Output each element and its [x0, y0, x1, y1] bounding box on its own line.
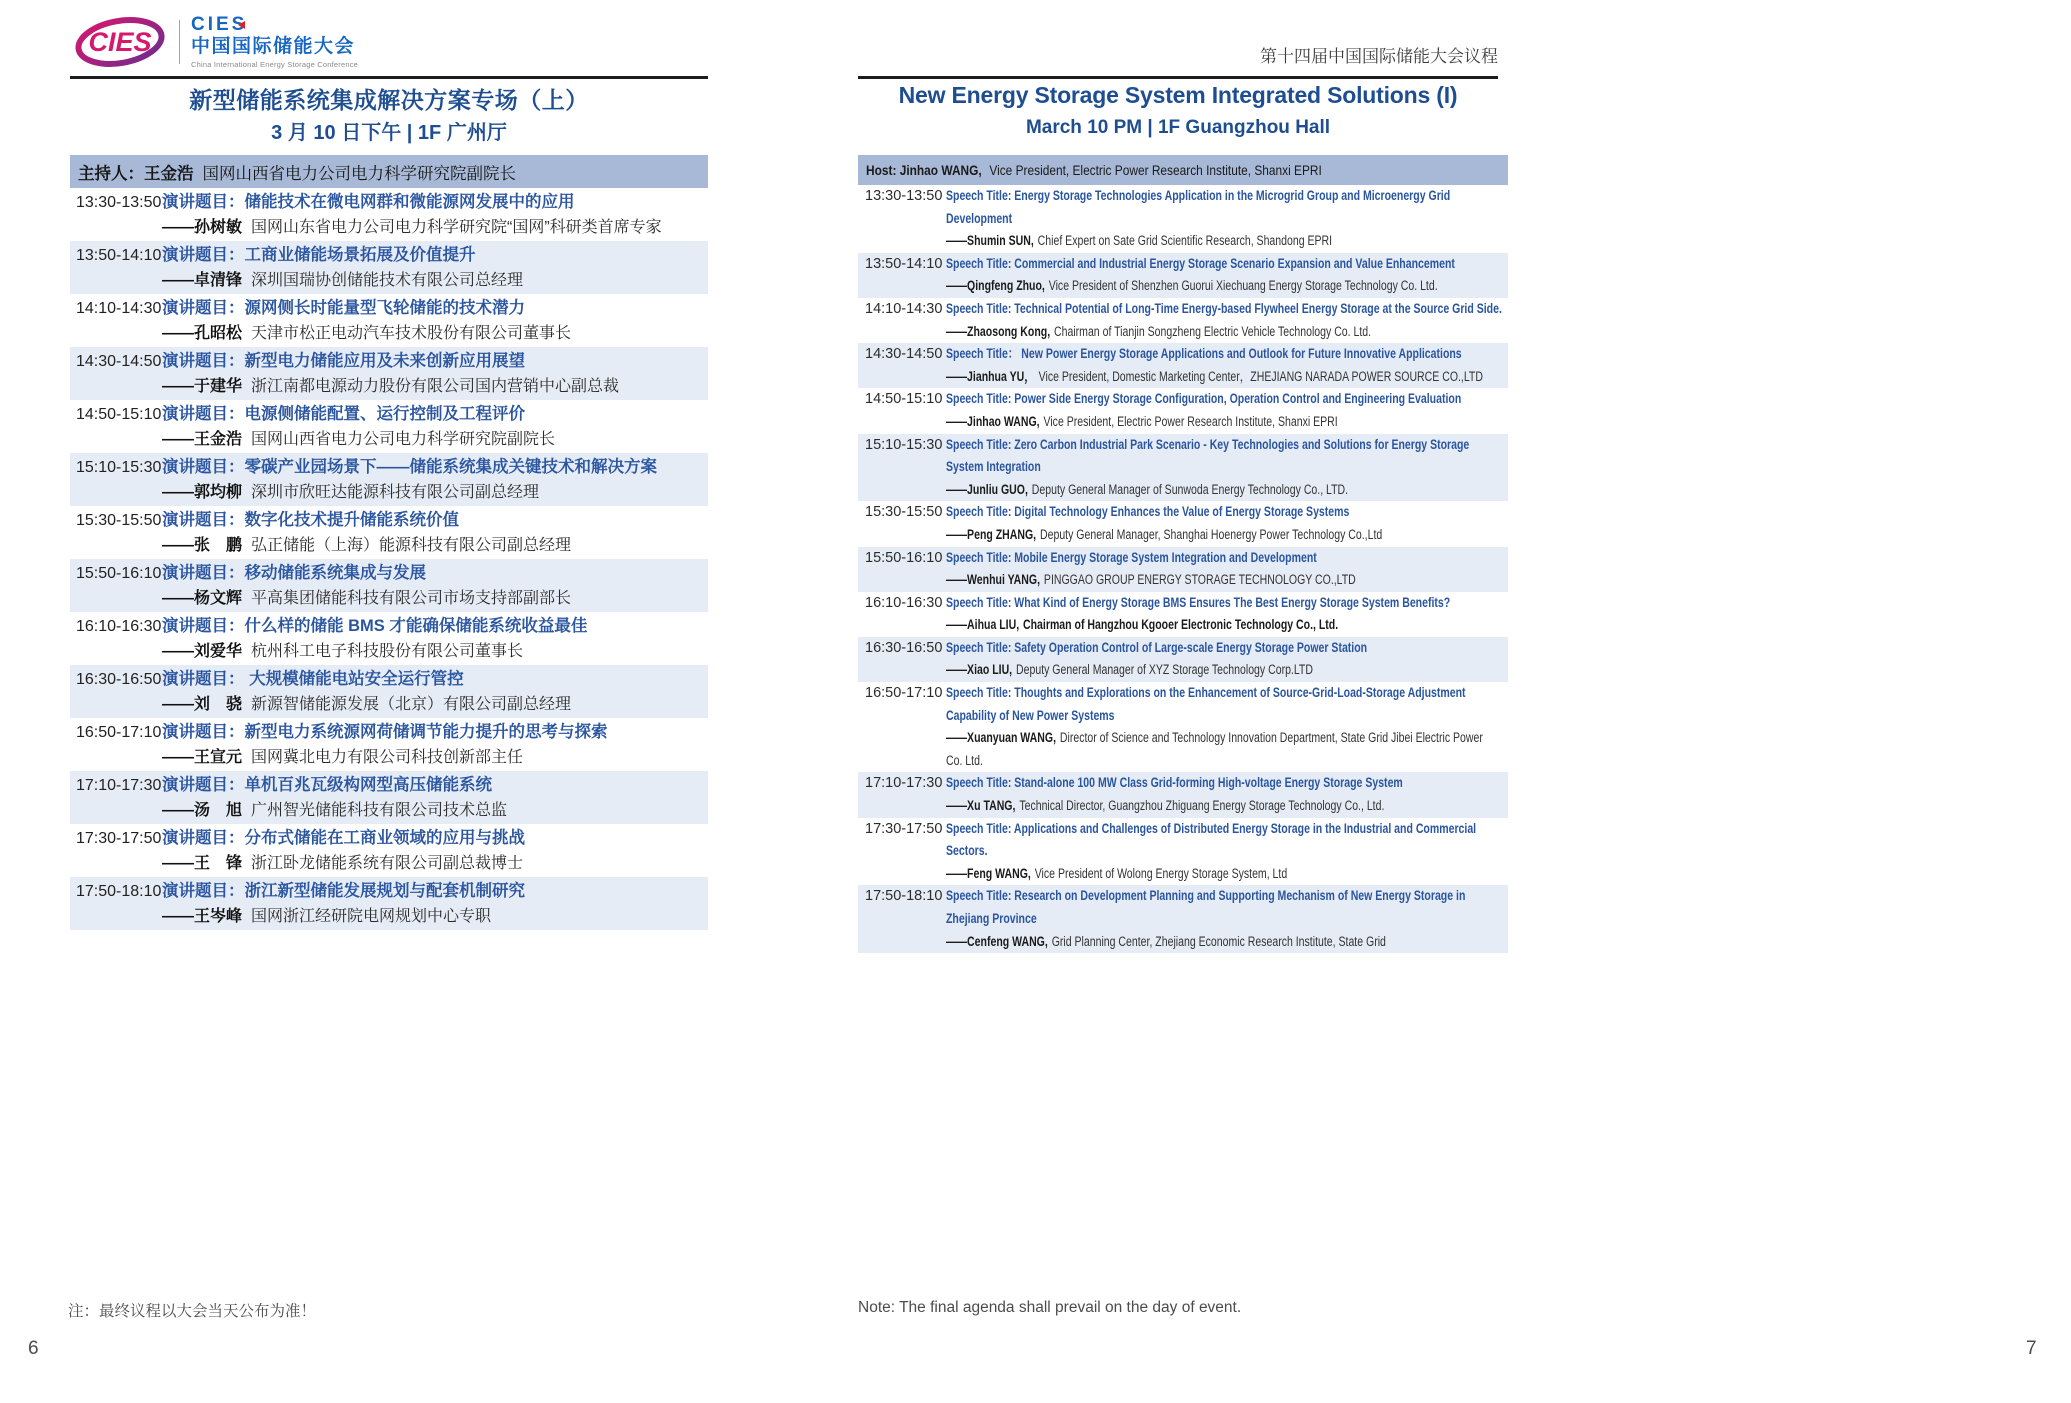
speaker-affiliation: Vice President, Domestic Marketing Center，ZHEJIANG NARADA POWER SOURCE CO.,LTD: [1038, 368, 1483, 384]
session-time: 16:10-16:30: [865, 594, 943, 611]
session-row: [70, 188, 708, 241]
speaker-affiliation: Technical Director, Guangzhou Zhiguang Energy Storage Technology Co., Ltd.: [1019, 798, 1385, 814]
speaker-affiliation: Vice President, Electric Power Research Institute, Shanxi EPRI: [1043, 413, 1338, 429]
right-host-wrap: [866, 162, 1322, 178]
speaker-name: ——Xuanyuan WANG,: [946, 730, 1056, 746]
session-row: [858, 434, 1508, 502]
session-time: 16:30-16:50: [76, 671, 162, 688]
right-note: Note: The final agenda shall prevail on the day of event.: [858, 1299, 1242, 1316]
speech-title: 演讲题目：移动储能系统集成与发展: [162, 564, 426, 582]
session-row: [858, 343, 1508, 388]
left-session-rows: [70, 188, 708, 930]
speaker-affiliation: 国网山东省电力公司电力科学研究院“国网”科研类首席专家: [251, 219, 662, 236]
session-row: [70, 824, 708, 877]
left-agenda-table: [70, 155, 708, 930]
session-content: [162, 294, 708, 347]
speaker-line: [946, 863, 1476, 886]
speaker-name: ——Jinhao WANG,: [946, 413, 1040, 429]
speaker-line: [162, 215, 708, 240]
session-time: 13:30-13:50: [76, 194, 162, 211]
speaker-line: [946, 230, 1450, 253]
session-time: 15:50-16:10: [76, 565, 162, 582]
session-row: [70, 506, 708, 559]
cies-logo: [72, 12, 358, 72]
session-time: 16:50-17:10: [865, 685, 943, 702]
logo-mark-text: CIES: [88, 27, 152, 57]
speaker-line: [946, 931, 1465, 954]
session-time: 17:50-18:10: [76, 883, 162, 900]
session-time: 15:50-16:10: [865, 549, 943, 566]
session-time: 15:10-15:30: [865, 436, 943, 453]
session-time: 13:50-14:10: [76, 247, 162, 264]
right-host-name: Host: Jinhao WANG,: [866, 162, 982, 178]
session-content: [946, 343, 1634, 388]
speaker-name: ——王 锋: [162, 855, 243, 872]
session-content: [946, 434, 1617, 502]
right-corner-header: 第十四届中国国际储能大会议程: [1260, 47, 1498, 66]
speaker-line: [162, 374, 708, 399]
session-row: [858, 592, 1508, 637]
speech-title: 演讲题目：什么样的储能 BMS 才能确保储能系统收益最佳: [162, 617, 588, 635]
session-time: 14:50-15:10: [865, 391, 943, 408]
session-content: [162, 506, 708, 559]
speaker-line: [946, 727, 1483, 750]
session-time: 14:10-14:30: [76, 300, 162, 317]
speaker-name: ——孙树敏: [162, 219, 243, 236]
session-row: [70, 559, 708, 612]
speaker-line: [946, 275, 1455, 298]
left-header-rule: [70, 76, 708, 79]
session-time: 14:50-15:10: [76, 406, 162, 423]
speech-title-line: Speech Title: Applications and Challenges of Distributed Energy Storage in the Industrial and Commercial: [946, 820, 1477, 836]
right-page-subtitle: March 10 PM | 1F Guangzhou Hall: [1025, 117, 1331, 138]
speaker-name: ——王岑峰: [162, 908, 243, 925]
speaker-affiliation: Grid Planning Center, Zhejiang Economic Research Institute, State Grid: [1051, 933, 1386, 949]
speech-title-line: Speech Title: Technical Potential of Long-Time Energy-based Flywheel Energy Storage at the Source Grid Side.: [946, 300, 1502, 316]
speaker-line: [162, 480, 708, 505]
speech-title: 演讲题目：分布式储能在工商业领域的应用与挑战: [162, 829, 525, 847]
session-content: [162, 559, 708, 612]
session-time: 15:30-15:50: [76, 512, 162, 529]
session-time: 15:30-15:50: [865, 504, 943, 521]
session-row: [858, 388, 1508, 433]
speech-title: 演讲题目：零碳产业园场景下——储能系统集成关键技术和解决方案: [162, 458, 657, 476]
speaker-line: [162, 586, 708, 611]
speech-title-line: Speech Title: Stand-alone 100 MW Class Grid-forming High-voltage Energy Storage System: [946, 775, 1403, 791]
session-row: [858, 547, 1508, 592]
session-row: [70, 718, 708, 771]
session-row: [70, 453, 708, 506]
speaker-line: [946, 411, 1461, 434]
speech-title: 演讲题目：新型电力系统源网荷储调节能力提升的思考与探索: [162, 723, 608, 741]
speech-title-line: Speech Title: Energy Storage Technologies Application in the Microgrid Group and Microenergy Grid: [946, 188, 1451, 203]
session-content: [946, 818, 1626, 886]
speaker-affiliation: Director of Science and Technology Innovation Department, State Grid Jibei Electric Power: [1059, 730, 1483, 746]
speaker-name: ——Wenhui YANG,: [946, 572, 1041, 588]
speech-title-line: Speech Title: Safety Operation Control of Large-scale Energy Storage Power Station: [946, 639, 1368, 655]
speaker-affiliation: Deputy General Manager of XYZ Storage Technology Corp.LTD: [1016, 662, 1313, 678]
speaker-name: ——Cenfeng WANG,: [946, 933, 1048, 949]
speaker-line: [162, 533, 708, 558]
session-content: [946, 388, 1607, 433]
logo-abbr: [191, 15, 247, 36]
speech-title: 演讲题目：源网侧长时能量型飞轮储能的技术潜力: [162, 299, 525, 317]
session-content: [946, 637, 1508, 682]
speech-title: 演讲题目：数字化技术提升储能系统价值: [162, 511, 459, 529]
speaker-line: [946, 366, 1483, 389]
speech-title: 演讲题目：储能技术在微电网群和微能源网发展中的应用: [162, 193, 575, 211]
session-content: [946, 547, 1508, 592]
session-row: [858, 682, 1508, 772]
speaker-line: [162, 798, 708, 823]
session-row: [858, 885, 1508, 953]
speaker-name: ——Shumin SUN,: [946, 233, 1034, 249]
session-time: 15:10-15:30: [76, 459, 162, 476]
right-host-row: [858, 155, 1508, 185]
speaker-name: ——王金浩: [162, 431, 243, 448]
speaker-affiliation: 国网冀北电力有限公司科技创新部主任: [251, 749, 524, 766]
session-time: 17:50-18:10: [865, 888, 943, 905]
session-content: [946, 298, 1659, 343]
session-row: [70, 665, 708, 718]
session-row: [858, 298, 1508, 343]
session-row: [70, 612, 708, 665]
speaker-line: [946, 614, 1450, 637]
speech-title-line: Speech Title: Zero Carbon Industrial Park Scenario - Key Technologies and Solutions for Energy Storage: [946, 436, 1470, 452]
session-time: 17:10-17:30: [76, 777, 162, 794]
session-row: [858, 637, 1508, 682]
speaker-name: ——杨文辉: [162, 590, 243, 607]
speaker-name: ——郭均柳: [162, 484, 243, 501]
speaker-line: [162, 639, 708, 664]
right-session-rows: [858, 185, 1508, 953]
speaker-affiliation: 新源智储能源发展（北京）有限公司副总经理: [251, 696, 572, 713]
speaker-line: [162, 745, 708, 770]
left-page-number: 6: [28, 1338, 39, 1359]
session-row: [858, 185, 1508, 253]
speech-title-line: System Integration: [946, 459, 1041, 475]
speaker-name: ——王宣元: [162, 749, 243, 766]
speech-title: 演讲题目：电源侧储能配置、运行控制及工程评价: [162, 405, 525, 423]
left-page-title: 新型储能系统集成解决方案专场（上）: [189, 87, 589, 113]
speaker-line: [946, 479, 1469, 502]
right-page-number: 7: [2026, 1338, 2037, 1359]
speech-title: 演讲题目：工商业储能场景拓展及价值提升: [162, 246, 476, 264]
speaker-line: [946, 569, 1384, 592]
session-time: 17:10-17:30: [865, 775, 943, 792]
session-content: [162, 241, 708, 294]
speaker-name: ——汤 旭: [162, 802, 243, 819]
speaker-name: ——刘爱华: [162, 643, 243, 660]
session-content: [162, 771, 708, 824]
right-agenda-table: [858, 155, 1508, 953]
speaker-name: ——孔昭松: [162, 325, 243, 342]
left-note: 注：最终议程以大会当天公布为准！: [68, 1303, 317, 1320]
session-time: 17:30-17:50: [76, 830, 162, 847]
logo-english-tagline: China International Energy Storage Conference: [191, 59, 359, 69]
speaker-affiliation: 天津市松正电动汽车技术股份有限公司董事长: [251, 325, 572, 342]
speech-title-line: Speech Title: Power Side Energy Storage Configuration, Operation Control and Engineering Evaluation: [946, 391, 1462, 407]
session-content: [162, 824, 708, 877]
speaker-name: ——卓清锋: [162, 272, 243, 289]
speaker-affiliation: 国网山西省电力公司电力科学研究院副院长: [251, 431, 556, 448]
session-row: [858, 772, 1508, 817]
speaker-line: [162, 851, 708, 876]
session-content: [946, 185, 1592, 253]
left-host-name: 主持人：王金浩: [78, 164, 194, 183]
speaker-name: ——Xu TANG,: [946, 798, 1016, 814]
speech-title-line: Speech Title: Research on Development Planning and Supporting Mechanism of New Energy Storage in: [946, 888, 1466, 904]
speaker-line: [162, 692, 708, 717]
cies-logo-mark: [72, 13, 168, 71]
session-time: 16:30-16:50: [865, 639, 943, 656]
session-row: [70, 347, 708, 400]
session-row: [70, 294, 708, 347]
session-content: [162, 400, 708, 453]
speech-title-line: Speech Title: Commercial and Industrial Energy Storage Scenario Expansion and Value Enhancement: [946, 255, 1455, 271]
speech-title-line: Capability of New Power Systems: [946, 707, 1115, 723]
session-row: [858, 501, 1508, 546]
speaker-name: ——Zhaosong Kong,: [946, 323, 1051, 339]
speaker-affiliation: 弘正储能（上海）能源科技有限公司副总经理: [251, 537, 572, 554]
session-content: [162, 347, 708, 400]
session-row: [858, 818, 1508, 886]
right-header-rule: [858, 76, 1498, 79]
speaker-affiliation: 深圳市欣旺达能源科技有限公司副总经理: [251, 484, 540, 501]
session-time: 14:30-14:50: [865, 346, 943, 363]
session-time: 14:10-14:30: [865, 300, 943, 317]
speaker-name: ——Peng ZHANG,: [946, 526, 1037, 542]
session-time: 16:10-16:30: [76, 618, 162, 635]
session-content: [946, 885, 1612, 953]
session-content: [946, 501, 1508, 546]
speech-title-line: Development: [946, 210, 1013, 226]
session-time: 17:30-17:50: [865, 820, 943, 837]
speech-title-line: Speech Title: Thoughts and Explorations on the Enhancement of Source-Grid-Load-Storage Adjustment: [946, 685, 1466, 701]
speaker-line: [162, 321, 708, 346]
session-content: [946, 772, 1532, 817]
speech-title: 演讲题目：新型电力储能应用及未来创新应用展望: [162, 352, 525, 370]
logo-text-block: [191, 15, 358, 69]
speech-title: 演讲题目：浙江新型储能发展规划与配套机制研究: [162, 882, 525, 900]
session-time: 16:50-17:10: [76, 724, 162, 741]
left-host-row: [70, 155, 708, 188]
speaker-affiliation: Vice President of Wolong Energy Storage System, Ltd: [1034, 865, 1288, 881]
speaker-affiliation: 深圳国瑞协创储能技术有限公司总经理: [251, 272, 524, 289]
speaker-name: ——Junliu GUO,: [946, 481, 1028, 497]
speaker-name: ——Qingfeng Zhuo,: [946, 278, 1045, 294]
speech-title-line: Speech Title: What Kind of Energy Storage BMS Ensures The Best Energy Storage System Benefits?: [946, 594, 1451, 610]
session-content: [162, 665, 708, 718]
speaker-name: ——于建华: [162, 378, 243, 395]
session-content: [946, 253, 1598, 298]
session-content: [162, 453, 708, 506]
right-page-title: New Energy Storage System Integrated Solutions (I): [898, 82, 1458, 108]
speaker-affiliation: Deputy General Manager of Sunwoda Energy Technology Co., LTD.: [1031, 481, 1349, 497]
speaker-affiliation: 平高集团储能科技有限公司市场支持部副部长: [251, 590, 572, 607]
session-row: [70, 771, 708, 824]
session-row: [70, 241, 708, 294]
speaker-name: ——张 鹏: [162, 537, 243, 554]
session-content: [946, 682, 1634, 772]
logo-chinese-name: 中国国际储能大会: [191, 36, 356, 58]
speech-title: 演讲题目：单机百兆瓦级构网型高压储能系统: [162, 776, 492, 794]
speaker-line: [946, 524, 1384, 547]
speech-title: 演讲题目： 大规模储能电站安全运行管控: [162, 670, 464, 688]
speech-title-line: Speech Title: Digital Technology Enhances the Value of Energy Storage Systems: [946, 504, 1350, 520]
speaker-affiliation: 浙江卧龙储能系统有限公司副总裁博士: [251, 855, 524, 872]
session-row: [858, 253, 1508, 298]
session-row: [70, 400, 708, 453]
speaker-line: [162, 427, 708, 452]
speaker-affiliation: 杭州科工电子科技股份有限公司董事长: [251, 643, 524, 660]
speaker-affiliation: 国网浙江经研院电网规划中心专职: [251, 908, 492, 925]
speaker-line: [946, 321, 1502, 344]
session-content: [162, 612, 708, 665]
logo-red-arrow-icon: [238, 21, 245, 29]
speaker-name: ——刘 骁: [162, 696, 243, 713]
speaker-line: [946, 659, 1384, 682]
session-time: 13:30-13:50: [865, 188, 943, 204]
speaker-line: [162, 268, 708, 293]
session-row: [70, 877, 708, 930]
session-content: [162, 877, 708, 930]
speaker-name: ——Aihua LIU,: [946, 617, 1020, 633]
speaker-affiliation: Chairman of Hangzhou Kgooer Electronic Technology Co., Ltd.: [1023, 617, 1339, 633]
session-time: 14:30-14:50: [76, 353, 162, 370]
speech-title-line: Sectors.: [946, 843, 988, 859]
speech-title-line: Zhejiang Province: [946, 911, 1037, 926]
session-content: [946, 592, 1592, 637]
speech-title-line: Speech Title： New Power Energy Storage Applications and Outlook for Future Innovative Applications: [946, 346, 1462, 362]
speaker-affiliation: Vice President of Shenzhen Guorui Xiechuang Energy Storage Technology Co. Ltd.: [1048, 278, 1438, 294]
speaker-affiliation: PINGGAO GROUP ENERGY STORAGE TECHNOLOGY CO.,LTD: [1043, 572, 1356, 588]
speech-title-line: Speech Title: Mobile Energy Storage System Integration and Development: [946, 549, 1317, 565]
speaker-name: ——Xiao LIU,: [946, 662, 1013, 678]
speaker-name: ——Feng WANG,: [946, 865, 1031, 881]
session-content: [162, 188, 708, 241]
session-time: 13:50-14:10: [865, 255, 943, 272]
left-host-desc: 国网山西省电力公司电力科学研究院副院长: [202, 164, 516, 183]
left-page-subtitle: 3 月 10 日下午 | 1F 广州厅: [271, 122, 507, 144]
speaker-name: ——Jianhua YU，: [946, 368, 1035, 384]
speaker-line: [946, 795, 1403, 818]
speaker-line: [162, 904, 708, 929]
logo-divider: [179, 20, 180, 64]
speaker-affiliation: Chairman of Tianjin Songzheng Electric Vehicle Technology Co. Ltd.: [1054, 323, 1372, 339]
speaker-affiliation-continued: Co. Ltd.: [946, 752, 983, 768]
speaker-affiliation: 浙江南都电源动力股份有限公司国内营销中心副总裁: [251, 378, 620, 395]
speaker-affiliation: 广州智光储能科技有限公司技术总监: [251, 802, 508, 819]
session-content: [162, 718, 708, 771]
speaker-affiliation: Chief Expert on Sate Grid Scientific Research, Shandong EPRI: [1037, 233, 1333, 249]
speaker-affiliation: Deputy General Manager, Shanghai Hoenergy Power Technology Co.,Ltd: [1040, 526, 1383, 542]
right-host-desc: Vice President, Electric Power Research Institute, Shanxi EPRI: [989, 162, 1322, 178]
logo-abbr-text: CIES: [191, 13, 248, 35]
